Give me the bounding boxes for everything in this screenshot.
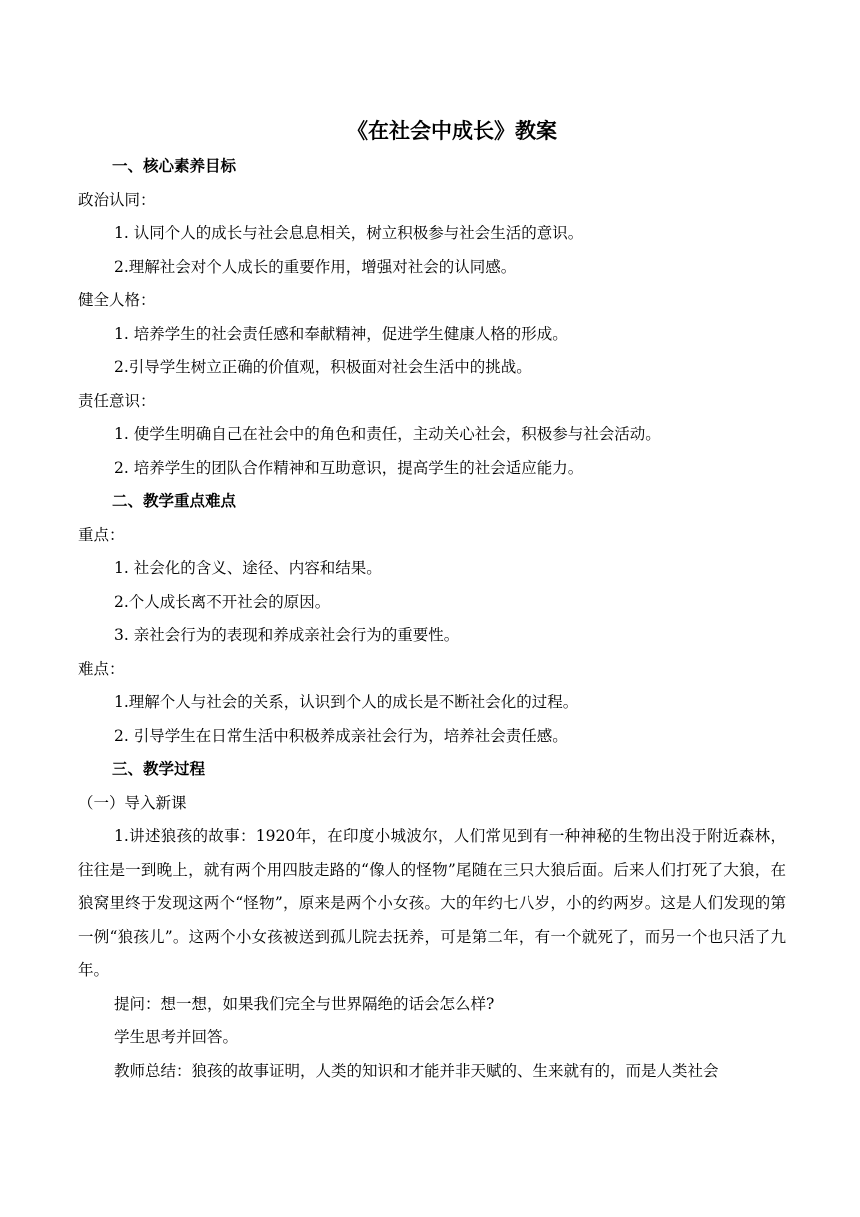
group-label-difficult: 难点： xyxy=(78,659,125,678)
list-item: 2.理解社会对个人成长的重要作用，增强对社会的认同感。 xyxy=(114,257,517,276)
list-item: 2.引导学生树立正确的价值观，积极面对社会生活中的挑战。 xyxy=(114,358,532,376)
group-label-key: 重点： xyxy=(78,525,125,544)
list-item: 1.理解个人与社会的关系，认识到个人的成长是不断社会化的过程。 xyxy=(114,693,579,711)
list-item: 1. 使学生明确自己在社会中的角色和责任，主动关心社会，积极参与社会活动。 xyxy=(114,425,661,443)
subsection-heading-intro: （一）导入新课 xyxy=(78,793,187,812)
list-item: 2. 培养学生的团队合作精神和互助意识，提高学生的社会适应能力。 xyxy=(114,458,584,477)
story-paragraph: 1.讲述狼孩的故事：1920年，在印度小城波尔，人们常见到有一种神秘的生物出没于附近森林，往往是一到晚上，就有两个用四肢走路的“像人的怪物”尾随在三只大狼后面。后来人们打死了大狼，在狼窝里终于发现这两个“怪物”，原来是两个小女孩。大的年约七八岁，小的约两岁。这是人们发现的第一例“狼孩儿”。这两个小女孩被送到孤儿院去抚养，可是第二年，有一个就死了，而另一个也只活了九年。 xyxy=(78,827,786,979)
question-line: 提问：想一想，如果我们完全与世界隔绝的话会怎么样? xyxy=(114,994,495,1013)
group-label-personality: 健全人格： xyxy=(78,291,156,309)
list-item: 2. 引导学生在日常生活中积极养成亲社会行为，培养社会责任感。 xyxy=(114,726,568,745)
group-label-political: 政治认同： xyxy=(78,190,156,209)
document-body xyxy=(78,114,786,1088)
section-heading-process: 三、教学过程 xyxy=(112,760,206,778)
section-heading-core-goals: 一、核心素养目标 xyxy=(112,157,237,175)
list-item: 1. 培养学生的社会责任感和奉献精神，促进学生健康人格的形成。 xyxy=(114,324,568,343)
list-item: 2.个人成长离不开社会的原因。 xyxy=(114,592,331,611)
document-title: 《在社会中成长》教案 xyxy=(347,118,557,143)
list-item: 1. 认同个人的成长与社会息息相关，树立积极参与社会生活的意识。 xyxy=(114,224,584,242)
answer-line: 学生思考并回答。 xyxy=(114,1028,239,1046)
list-item: 3. 亲社会行为的表现和养成亲社会行为的重要性。 xyxy=(114,626,460,644)
summary-line: 教师总结：狼孩的故事证明，人类的知识和才能并非天赋的、生来就有的，而是人类社会 xyxy=(114,1061,719,1080)
section-heading-key-points: 二、教学重点难点 xyxy=(112,492,237,510)
group-label-responsibility: 责任意识： xyxy=(78,391,156,410)
list-item: 1. 社会化的含义、途径、内容和结果。 xyxy=(114,559,382,577)
